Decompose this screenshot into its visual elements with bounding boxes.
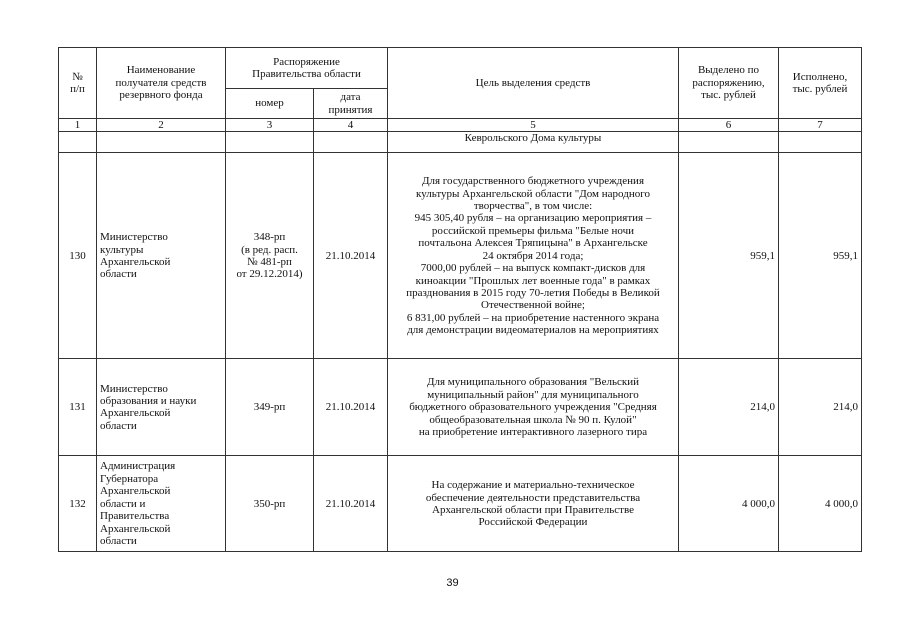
cell-empty (226, 132, 314, 153)
row-purpose: Для муниципального образования "Вельский муниципальный район" для муниципального бюджетного образовательного учреждения "Средняя общеобразовательная школа № 90 п. Кулой" на приобретение интерактивного лазерного тира (388, 359, 679, 456)
row-order-date: 21.10.2014 (314, 359, 388, 456)
cell-empty (59, 132, 97, 153)
row-order-number: 349-рп (226, 359, 314, 456)
row-recipient: Министерство образования и науки Архангельской области (97, 359, 226, 456)
column-number: 6 (679, 119, 779, 132)
column-number: 1 (59, 119, 97, 132)
row-order-number: 348-рп (в ред. расп. № 481-рп от 29.12.2014) (226, 153, 314, 359)
table-row (59, 359, 862, 456)
column-number: 7 (779, 119, 862, 132)
header-order-number: номер (226, 89, 314, 119)
cell-empty (779, 132, 862, 153)
row-order-number: 350-рп (226, 456, 314, 552)
table-row (59, 153, 862, 359)
column-number: 5 (388, 119, 679, 132)
row-executed: 214,0 (779, 359, 862, 456)
header-order-group: Распоряжение Правительства области (226, 48, 388, 89)
column-number: 3 (226, 119, 314, 132)
row-recipient: Администрация Губернатора Архангельской области и Правительства Архангельской области (97, 456, 226, 552)
cell-empty (97, 132, 226, 153)
header-row-top (59, 48, 862, 89)
column-number: 2 (97, 119, 226, 132)
row-executed: 4 000,0 (779, 456, 862, 552)
reserve-fund-table (58, 47, 862, 552)
page-number: 39 (446, 577, 459, 589)
cell-empty (314, 132, 388, 153)
row-num: 132 (59, 456, 97, 552)
cell-empty (679, 132, 779, 153)
header-recipient: Наименование получателя средств резервного фонда (97, 48, 226, 119)
column-number: 4 (314, 119, 388, 132)
row-allocated: 214,0 (679, 359, 779, 456)
table-row (59, 456, 862, 552)
header-executed: Исполнено, тыс. рублей (779, 48, 862, 119)
row-allocated: 959,1 (679, 153, 779, 359)
row-allocated: 4 000,0 (679, 456, 779, 552)
header-allocated: Выделено по распоряжению, тыс. рублей (679, 48, 779, 119)
header-purpose: Цель выделения средств (388, 48, 679, 119)
continuation-text: Кеврольского Дома культуры (388, 132, 679, 153)
row-order-date: 21.10.2014 (314, 153, 388, 359)
row-num: 131 (59, 359, 97, 456)
row-purpose: Для государственного бюджетного учреждения культуры Архангельской области "Дом народного творчества", в том числе: 945 305,40 рубля – на организацию мероприятия – российской премьеры фильма "Белые ночи почтальона Алексея Тряпицына" в Архангельске 24 октября 2014 года; 7000,00 рублей – на выпуск компакт-дисков для киноакции "Прошлых лет военные года" в рамках празднования в 2015 году 70-летия Победы в Великой Отечественной войне; 6 831,00 рублей – на приобретение настенного экрана для демонстрации видеоматериалов на мероприятиях (388, 153, 679, 359)
continuation-row (59, 132, 862, 153)
row-num: 130 (59, 153, 97, 359)
row-recipient: Министерство культуры Архангельской области (97, 153, 226, 359)
column-numbers-row (59, 119, 862, 132)
row-order-date: 21.10.2014 (314, 456, 388, 552)
header-order-date: дата принятия (314, 89, 388, 119)
row-executed: 959,1 (779, 153, 862, 359)
row-purpose: На содержание и материально-техническое обеспечение деятельности представительства Архангельской области при Правительстве Российской Федерации (388, 456, 679, 552)
header-num: № п/п (59, 48, 97, 119)
